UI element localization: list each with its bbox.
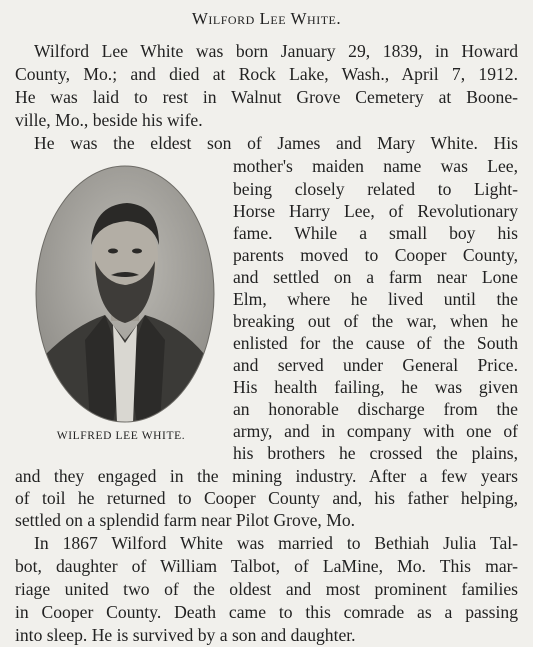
text-line: ville, Mo., beside his wife.: [15, 110, 203, 130]
text-line: in Cooper County. Death came to this comrade as a passing: [15, 602, 518, 622]
text-line: into sleep. He is survived by a son and daughter.: [15, 625, 356, 645]
text-line: settled on a splendid farm near Pilot Grove, Mo.: [15, 510, 356, 530]
text-line: his brothers he crossed the plains,: [233, 443, 518, 463]
text-line: enlisted for the cause of the South: [233, 333, 518, 353]
text-line: County, Mo.; and died at Rock Lake, Wash., April 7, 1912.: [15, 64, 518, 84]
text-line: and served under General Price.: [233, 355, 518, 375]
text-line: bot, daughter of William Talbot, of LaMine, Mo. This mar-: [15, 556, 518, 576]
text-line: and settled on a farm near Lone: [233, 267, 518, 287]
text-line: He was the eldest son of James and Mary White. His: [34, 133, 518, 153]
text-line: Horse Harry Lee, of Revolutionary: [233, 201, 518, 221]
text-line: riage united two of the oldest and most prominent families: [15, 579, 518, 599]
portrait-photo: [35, 165, 215, 423]
text-line: of toil he returned to Cooper County and, his father helping,: [15, 488, 518, 508]
text-line: In 1867 Wilford White was married to Bethiah Julia Tal-: [34, 533, 518, 553]
text-line: He was laid to rest in Walnut Grove Cemetery at Boone-: [15, 87, 518, 107]
text-line: parents moved to Cooper County,: [233, 245, 518, 265]
text-line: and they engaged in the mining industry. After a few years: [15, 466, 518, 486]
portrait-caption: WILFRED LEE WHITE.: [56, 430, 186, 442]
text-line: an honorable discharge from the: [233, 399, 518, 419]
text-line: fame. While a small boy his: [233, 223, 518, 243]
text-line: army, and in company with one of: [233, 421, 518, 441]
text-line: breaking out of the war, when he: [233, 311, 518, 331]
text-line: mother's maiden name was Lee,: [233, 156, 518, 176]
text-line: being closely related to Light-: [233, 179, 518, 199]
text-line: Elm, where he lived until the: [233, 289, 518, 309]
page-title: Wilford Lee White.: [191, 9, 342, 28]
text-line: Wilford Lee White was born January 29, 1839, in Howard: [34, 41, 518, 61]
text-line: His health failing, he was given: [233, 377, 518, 397]
